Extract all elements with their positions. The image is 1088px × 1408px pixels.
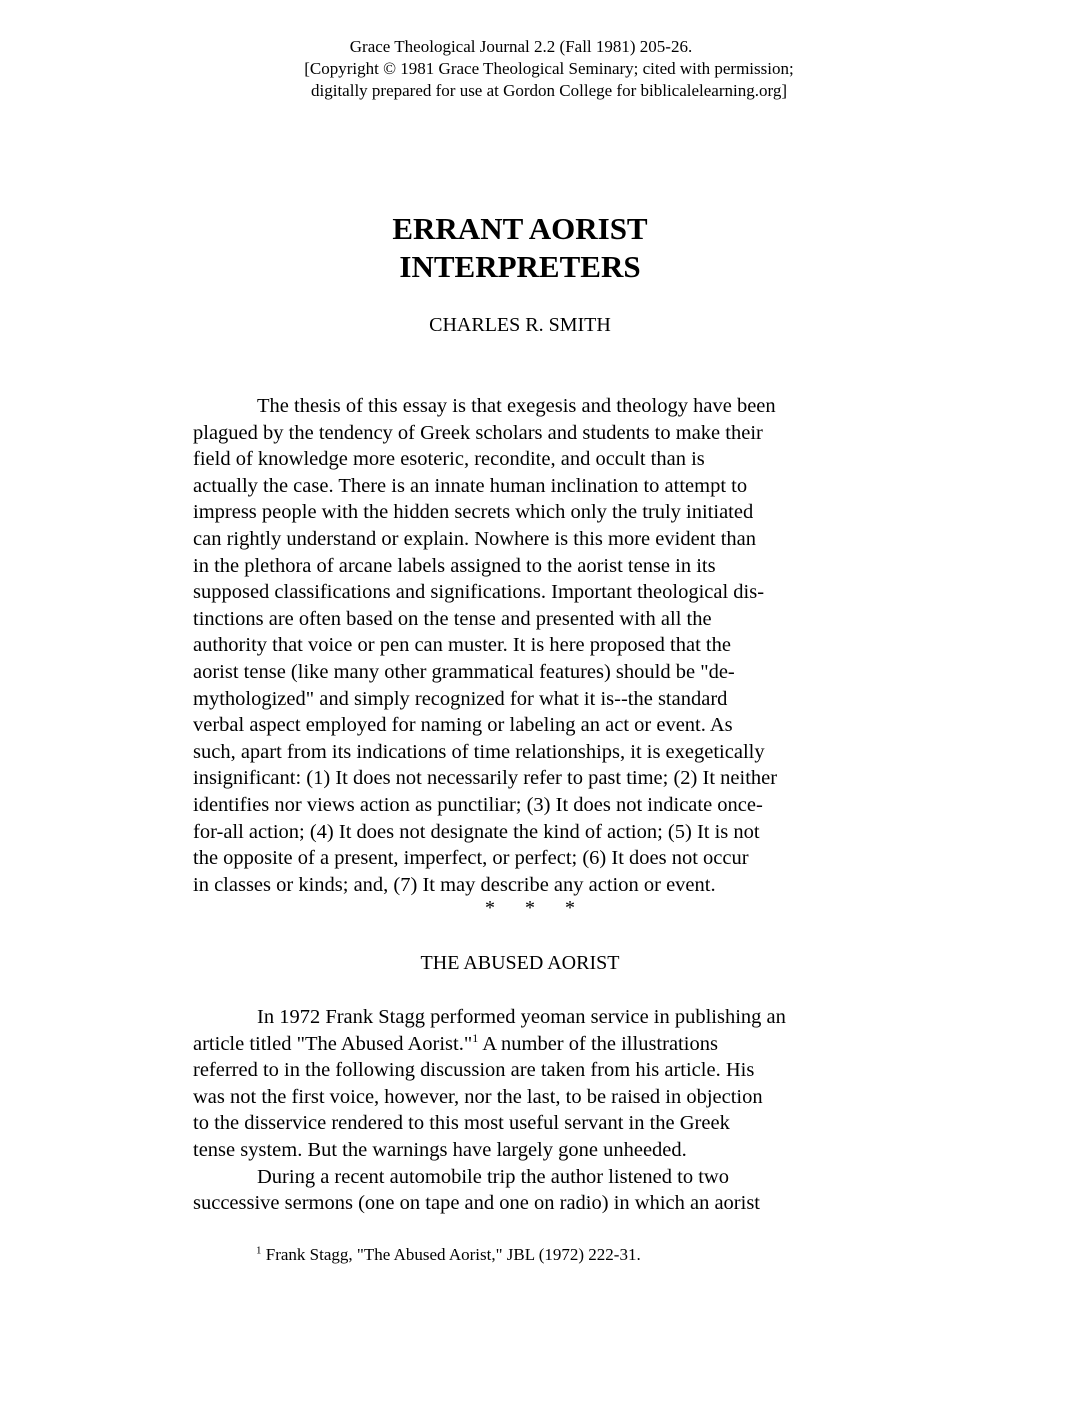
text-line: in classes or kinds; and, (7) It may describe any action or event.	[193, 873, 716, 896]
text-line: mythologized" and simply recognized for what it is--the standard	[193, 687, 728, 710]
text-line: During a recent automobile trip the author listened to two	[257, 1165, 729, 1188]
text-line	[193, 1031, 893, 1058]
text-line: to the disservice rendered to this most useful servant in the Greek	[193, 1112, 730, 1135]
footnote-marker: 1	[256, 1244, 262, 1257]
journal-citation-header	[0, 36, 1088, 102]
text-line: In 1972 Frank Stagg performed yeoman service in publishing an	[257, 1006, 786, 1028]
separator-asterisk: *	[485, 897, 495, 919]
text-line: identifies nor views action as punctiliar; (3) It does not indicate once-	[193, 793, 763, 816]
section-body	[193, 1004, 893, 1217]
text-line: The thesis of this essay is that exegesis and theology have been	[257, 395, 776, 417]
separator-asterisk: *	[565, 897, 575, 919]
text-line: insignificant: (1) It does not necessarily refer to past time; (2) It neither	[193, 767, 778, 790]
text-line: field of knowledge more esoteric, recondite, and occult than is	[193, 448, 705, 471]
title-line: ERRANT AORIST	[392, 211, 648, 246]
text-line: tinctions are often based on the tense and presented with all the	[193, 607, 712, 630]
digitization-line: digitally prepared for use at Gordon College for biblicalelearning.org]	[311, 81, 787, 100]
title-line: INTERPRETERS	[399, 249, 641, 284]
text-line: authority that voice or pen can muster. It is here proposed that the	[193, 634, 731, 657]
copyright-line: [Copyright © 1981 Grace Theological Seminary; cited with permission;	[304, 59, 794, 78]
footnote-reference[interactable]: 1	[472, 1030, 479, 1045]
citation-line: Grace Theological Journal 2.2 (Fall 1981) 205-26.	[349, 37, 693, 56]
text-fragment: A number of the illustrations	[478, 1032, 718, 1055]
section-separator	[470, 896, 590, 920]
text-line: can rightly understand or explain. Nowhere is this more evident than	[193, 527, 757, 550]
text-line: supposed classifications and significations. Important theological dis-	[193, 581, 765, 604]
text-line: referred to in the following discussion are taken from his article. His	[193, 1059, 755, 1082]
footnote-text: Frank Stagg, "The Abused Aorist," JBL (1972) 222-31.	[261, 1245, 641, 1264]
text-fragment: article titled "The Abused Aorist."	[193, 1032, 473, 1055]
text-line: successive sermons (one on tape and one on radio) in which an aorist	[193, 1192, 761, 1215]
text-line: tense system. But the warnings have largely gone unheeded.	[193, 1138, 687, 1161]
article-title	[330, 210, 710, 286]
article-author: CHARLES R. SMITH	[429, 314, 611, 336]
section-heading: THE ABUSED AORIST	[420, 952, 620, 974]
text-line: was not the first voice, however, nor the last, to be raised in objection	[193, 1085, 763, 1108]
text-line: for-all action; (4) It does not designate the kind of action; (5) It is not	[193, 820, 760, 843]
text-line: the opposite of a present, imperfect, or perfect; (6) It does not occur	[193, 847, 749, 870]
separator-asterisk: *	[525, 897, 535, 919]
text-line: in the plethora of arcane labels assigned to the aorist tense in its	[193, 554, 716, 577]
text-line: verbal aspect employed for naming or labeling an act or event. As	[193, 714, 733, 737]
abstract-paragraph	[193, 393, 893, 898]
text-line: actually the case. There is an innate human inclination to attempt to	[193, 474, 748, 497]
text-line: impress people with the hidden secrets which only the truly initiated	[193, 501, 754, 524]
text-line: aorist tense (like many other grammatical features) should be "de-	[193, 660, 735, 683]
text-line: plagued by the tendency of Greek scholars and students to make their	[193, 421, 763, 444]
text-line: such, apart from its indications of time relationships, it is exegetically	[193, 740, 765, 763]
footnote	[256, 1244, 641, 1266]
